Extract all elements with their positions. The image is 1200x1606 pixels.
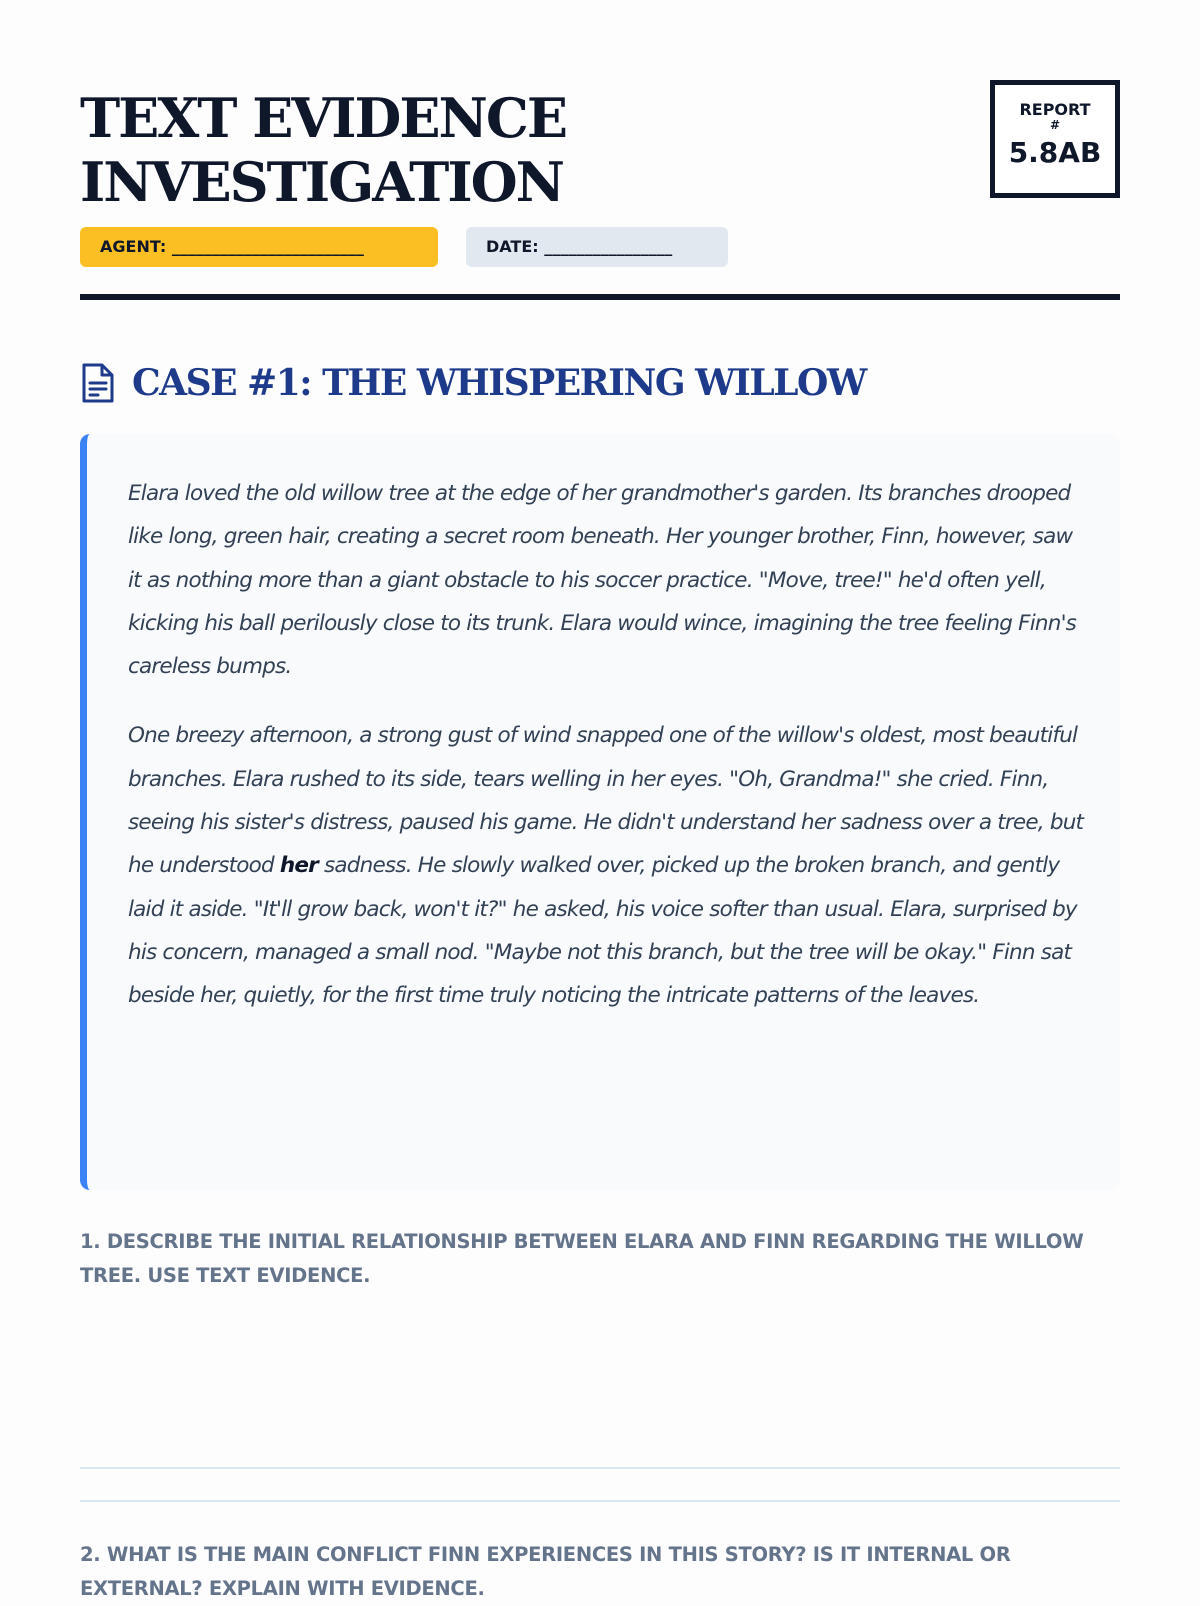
report-label: REPORT: [1019, 100, 1091, 119]
question-2: 2. WHAT IS THE MAIN CONFLICT FINN EXPERIENCES IN THIS STORY? IS IT INTERNAL OR EXTERNAL? EXPLAIN WITH EVIDENCE.: [80, 1543, 1011, 1600]
passage-paragraph-1: Elara loved the old willow tree at the edge of her grandmother's garden. Its branches drooped like long, green hair, creating a secret room beneath. Her younger brother, Finn, however, saw it as nothing more than a giant obstacle to his soccer practice. "Move, tree!" he'd often yell, kicking his ball perilously close to its trunk. Elara would wince, imagining the tree feeling Finn's careless bumps.: [128, 481, 1077, 680]
worksheet-header: [80, 80, 1120, 300]
report-number: 5.8AB: [1008, 136, 1102, 169]
question-1: 1. DESCRIBE THE INITIAL RELATIONSHIP BETWEEN ELARA AND FINN REGARDING THE WILLOW TREE. USE TEXT EVIDENCE.: [80, 1230, 1084, 1287]
date-field[interactable]: DATE: ________________: [466, 227, 728, 267]
case-title: CASE #1: THE WHISPERING WILLOW: [132, 362, 866, 404]
worksheet-title: [80, 86, 566, 214]
answer-line[interactable]: [80, 1467, 1120, 1469]
case-heading: [80, 358, 866, 408]
passage-paragraph-2: [128, 714, 1084, 1017]
title-line-1: TEXT EVIDENCE: [80, 86, 567, 150]
report-hash: #: [1049, 118, 1061, 132]
agent-field[interactable]: AGENT: ________________________: [80, 227, 438, 267]
answer-line[interactable]: [80, 1500, 1120, 1502]
title-line-2: INVESTIGATION: [80, 150, 564, 214]
story-passage: [80, 434, 1120, 1190]
worksheet-page: [80, 80, 1120, 1600]
header-divider: [80, 294, 1120, 300]
document-icon: [80, 362, 116, 404]
passage-paragraph-2-start: One breezy afternoon, a strong gust of wind snapped one of the willow's oldest, most beautiful branches. Elara rushed to its side, tears welling in her eyes. "Oh, Grandma!" she cried. Finn, seeing his sister's distress, paused his game. He didn't understand her sadness over a tree, but he understood: [128, 723, 1084, 879]
passage-paragraph-2-end: sadness. He slowly walked over, picked up the broken branch, and gently laid it aside. "It'll grow back, won't it?" he asked, his voice softer than usual. Elara, surprised by his concern, managed a small nod. "Maybe not this branch, but the tree will be okay." Finn sat beside her, quietly, for the first time truly noticing the intricate patterns of the leaves.: [128, 853, 1077, 1009]
passage-emphasis: her: [279, 853, 318, 879]
report-number-box: [990, 80, 1120, 198]
